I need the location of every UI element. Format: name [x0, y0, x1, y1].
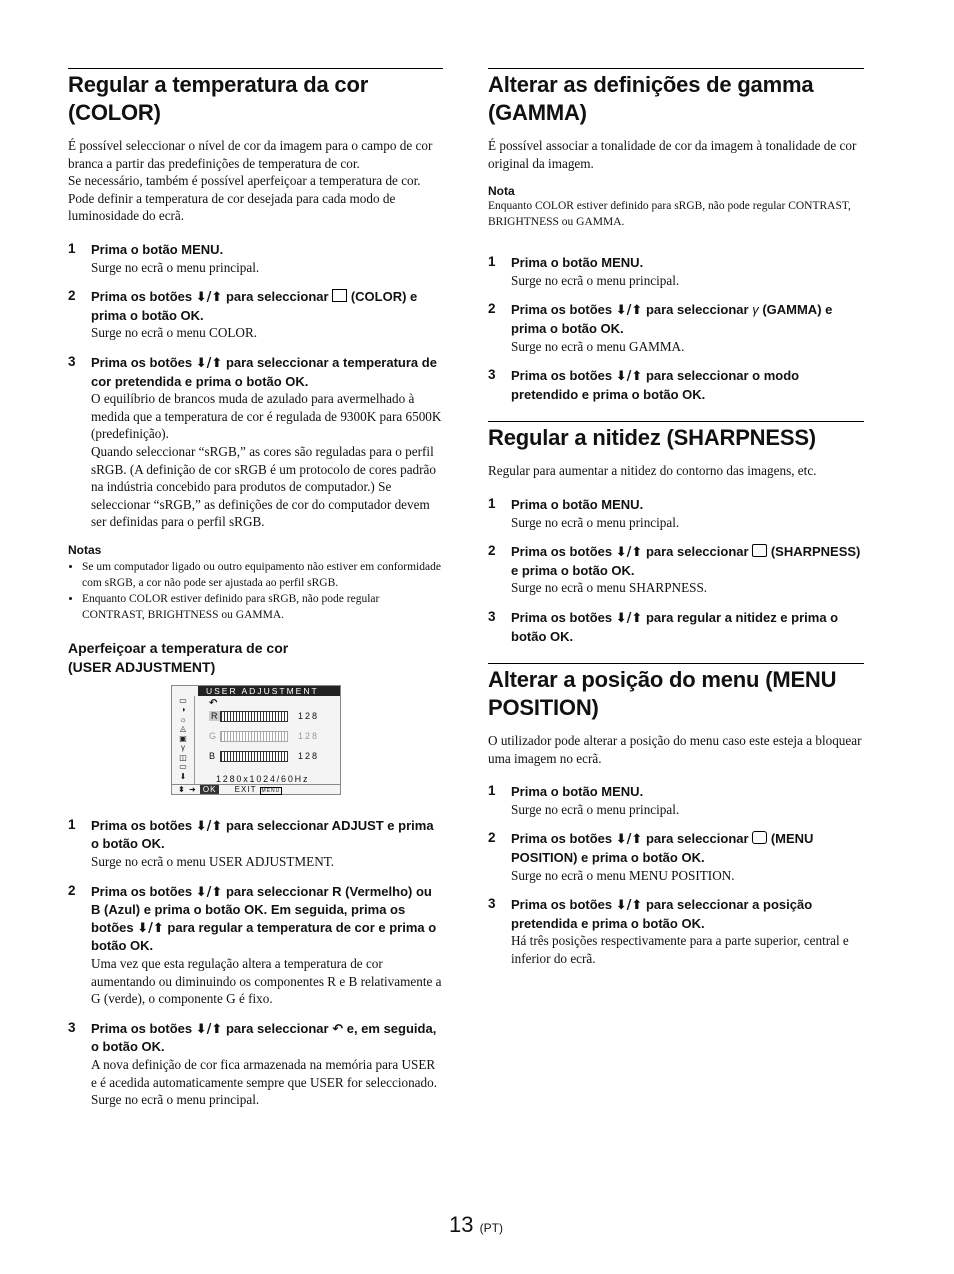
- color-step-3: 3 Prima os botões ⬇/⬆ para seleccionar a temperatura de cor pretendida e prima o botão OK. O equilíbrio de brancos muda de azulado para avermelhado à medida que a temperatura de cor é regulada de 9300K para 6500K (predefinição). Quando seleccionar “sRGB,” as cores são reguladas para o perfil sRGB. (A definição de cor sRGB é um protocolo de cores padrão na indústria concebido para produtos de computador.) Se seleccionar “sRGB,” as definições de cor do computador devem ser definidas para o perfil sRGB.: [68, 353, 442, 530]
- osd-bar-r: [220, 711, 288, 722]
- gamma-note-title: Nota: [488, 184, 515, 199]
- down-up-arrows-icon: ⬇/⬆: [615, 369, 643, 385]
- down-up-arrows-icon: ⬇/⬆: [195, 1021, 223, 1037]
- subsection-title-user-adjustment: Aperfeiçoar a temperatura de cor (USER ADJUSTMENT): [68, 639, 289, 675]
- right-column: [488, 68, 864, 968]
- section-title-menu-position: Alterar a posição do menu (MENU POSITION): [488, 667, 837, 721]
- down-up-arrows-icon: ⬇/⬆: [615, 303, 643, 319]
- gamma-note: Enquanto COLOR estiver definido para sRGB, não pode regular CONTRAST, BRIGHTNESS ou GAMMA.: [488, 200, 851, 229]
- down-up-arrows-icon: ⬇/⬆: [615, 832, 643, 848]
- color-intro-2: Se necessário, também é possível aperfeiçoar a temperatura de cor.: [68, 173, 421, 189]
- osd-return-icon: ↶: [209, 697, 218, 709]
- down-up-arrows-icon: ⬇/⬆: [195, 818, 223, 834]
- menu-position-step-2: 2 Prima os botões ⬇/⬆ para seleccionar (MENU POSITION) e prima o botão OK. Surge no ecrã o menu MENU POSITION.: [488, 830, 814, 883]
- menu-position-icon: [752, 831, 767, 844]
- user-step-3: 3 Prima os botões ⬇/⬆ para seleccionar ↶ e, em seguida, o botão OK. A nova definição de cor fica armazenada na memória para USER e é acedida automaticamente sempre que USER for seleccionado. Surge no ecrã o menu principal.: [68, 1019, 438, 1108]
- down-up-arrows-icon: ⬇/⬆: [137, 920, 164, 936]
- down-up-arrows-icon: ⬇/⬆: [615, 898, 643, 914]
- note-item: • Se um computador ligado ou outro equipamento não estiver em conformidade com sRGB, a cor não pode ser ajustada ao perfil sRGB.: [82, 559, 443, 591]
- section-title-color: Regular a temperatura da cor (COLOR): [68, 72, 369, 125]
- down-up-arrows-icon: ⬇/⬆: [195, 355, 223, 371]
- menu-position-step-3: 3 Prima os botões ⬇/⬆ para seleccionar a posição pretendida e prima o botão OK. Há três posições respectivamente para a parte superior, central e inferior do ecrã.: [488, 896, 849, 967]
- sharpness-step-1: 1 Prima o botão MENU. Surge no ecrã o menu principal.: [488, 495, 680, 530]
- note-item: • Enquanto COLOR estiver definido para sRGB, não pode regular CONTRAST, BRIGHTNESS ou GAMMA.: [82, 591, 443, 623]
- osd-resolution: 1280x1024/60Hz: [216, 773, 310, 784]
- sharpness-icon: [752, 544, 767, 557]
- gamma-intro: É possível associar a tonalidade de cor da imagem à tonalidade de cor original da imagem.: [488, 138, 857, 171]
- osd-bar-b: [220, 751, 288, 762]
- gamma-step-2: 2 Prima os botões ⬇/⬆ para seleccionar γ (GAMMA) e prima o botão OK. Surge no ecrã o menu GAMMA.: [488, 301, 833, 354]
- gamma-step-3: 3 Prima os botões ⬇/⬆ para seleccionar o modo pretendido e prima o botão OK.: [488, 367, 800, 402]
- osd-footer: ⬍ ➜ OK EXIT MENU: [172, 784, 340, 794]
- menu-position-intro: O utilizador pode alterar a posição do menu caso este esteja a bloquear uma imagem no ecrã.: [488, 733, 862, 766]
- down-up-arrows-icon: ⬇/⬆: [195, 290, 223, 306]
- osd-icon-column: ▭ ◑ ☼ ◬ ▣ γ ◫ ▭ ⬇: [172, 696, 195, 784]
- gamma-icon: γ: [752, 302, 759, 318]
- notes-title: Notas: [68, 542, 102, 557]
- osd-illustration: USER ADJUSTMENT ▭ ◑ ☼ ◬ ▣ γ ◫ ▭ ⬇ ↶ R 128 G 128 B 128 1280x1024/60Hz ⬍ ➜ OK EXIT MENU: [171, 685, 341, 795]
- color-intro-3: Pode definir a temperatura de cor desejada para cada modo de luminosidade do ecrã.: [68, 190, 396, 224]
- section-title-sharpness: Regular a nitidez (SHARPNESS): [488, 425, 816, 451]
- sharpness-intro: Regular para aumentar a nitidez do contorno das imagens, etc.: [488, 463, 817, 479]
- page-number: 13 (PT): [449, 1212, 503, 1237]
- notes-list: [68, 559, 443, 623]
- color-step-2: 2 Prima os botões ⬇/⬆ para seleccionar (COLOR) e prima o botão OK. Surge no ecrã o menu COLOR.: [68, 288, 418, 341]
- user-step-2: 2 Prima os botões ⬇/⬆ para seleccionar R (Vermelho) ou B (Azul) e prima o botão OK. Em seguida, prima os botões ⬇/⬆ para regular a temperatura de cor e prima o botão OK. Uma vez que esta regulação altera a temperatura de cor aumentando ou diminuindo os componentes R e B relativamente a G (verde), o componente G é fixo.: [68, 882, 442, 1007]
- sharpness-step-2: 2 Prima os botões ⬇/⬆ para seleccionar (SHARPNESS) e prima o botão OK. Surge no ecrã o menu SHARPNESS.: [488, 543, 861, 596]
- user-step-1: 1 Prima os botões ⬇/⬆ para seleccionar ADJUST e prima o botão OK. Surge no ecrã o menu USER ADJUSTMENT.: [68, 816, 434, 870]
- color-step-1: 1 Prima o botão MENU. Surge no ecrã o menu principal.: [68, 240, 260, 275]
- return-icon: ↶: [332, 1021, 344, 1037]
- color-intro-1: É possível seleccionar o nível de cor da imagem para o campo de cor branca a partir das predefinições de temperatura de cor.: [68, 138, 433, 171]
- osd-bar-g: [220, 731, 288, 742]
- color-icon: [332, 289, 347, 302]
- down-up-arrows-icon: ⬇/⬆: [195, 884, 223, 900]
- down-up-arrows-icon: ⬇/⬆: [615, 545, 643, 561]
- osd-title: USER ADJUSTMENT: [198, 686, 340, 696]
- down-up-arrows-icon: ⬇/⬆: [615, 610, 643, 626]
- menu-position-step-1: 1 Prima o botão MENU. Surge no ecrã o menu principal.: [488, 783, 680, 817]
- sharpness-step-3: 3 Prima os botões ⬇/⬆ para regular a nitidez e prima o botão OK.: [488, 608, 839, 644]
- left-column: [68, 68, 443, 1109]
- gamma-step-1: 1 Prima o botão MENU. Surge no ecrã o menu principal.: [488, 254, 680, 288]
- section-title-gamma: Alterar as definições de gamma (GAMMA): [488, 72, 814, 125]
